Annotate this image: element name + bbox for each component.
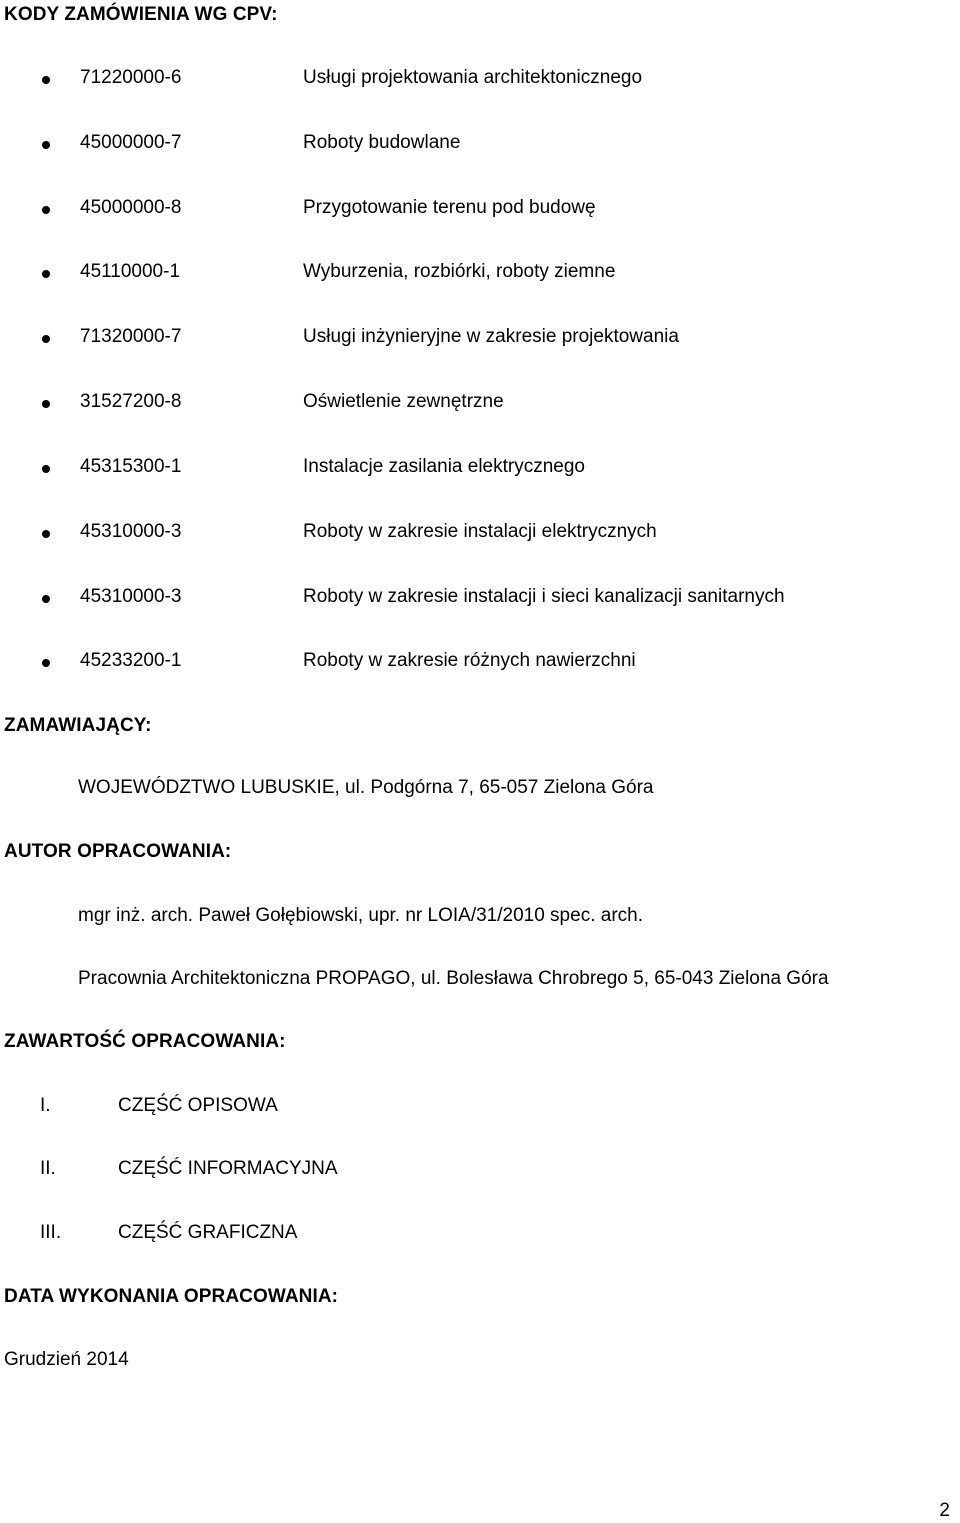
- author-heading: AUTOR OPRACOWANIA:: [4, 841, 232, 862]
- cpv-code: 45310000-3: [80, 521, 182, 542]
- cpv-description: Roboty w zakresie instalacji i sieci kanalizacji sanitarnych: [303, 586, 785, 607]
- page-number: 2: [939, 1500, 950, 1521]
- part-numeral: III.: [40, 1222, 62, 1243]
- cpv-list-item: [0, 391, 960, 421]
- bullet-icon: [42, 530, 50, 538]
- contents-heading: ZAWARTOŚĆ OPRACOWANIA:: [4, 1031, 286, 1052]
- bullet-icon: [42, 465, 50, 473]
- client-address: WOJEWÓDZTWO LUBUSKIE, ul. Podgórna 7, 65-057 Zielona Góra: [78, 777, 654, 798]
- cpv-description: Przygotowanie terenu pod budowę: [303, 197, 596, 218]
- cpv-list-item: [0, 521, 960, 551]
- cpv-code: 45000000-8: [80, 197, 182, 218]
- cpv-code: 45310000-3: [80, 586, 182, 607]
- contents-list-item: [0, 1095, 960, 1125]
- bullet-icon: [42, 335, 50, 343]
- cpv-description: Roboty w zakresie instalacji elektrycznych: [303, 521, 657, 542]
- bullet-icon: [42, 206, 50, 214]
- cpv-description: Instalacje zasilania elektrycznego: [303, 456, 585, 477]
- cpv-code: 71320000-7: [80, 326, 182, 347]
- cpv-list-item: [0, 197, 960, 227]
- part-numeral: I.: [40, 1095, 51, 1116]
- bullet-icon: [42, 141, 50, 149]
- cpv-description: Oświetlenie zewnętrzne: [303, 391, 504, 412]
- cpv-list-item: [0, 326, 960, 356]
- part-label: CZĘŚĆ INFORMACYJNA: [118, 1158, 338, 1179]
- cpv-list-item: [0, 586, 960, 616]
- author-person: mgr inż. arch. Paweł Gołębiowski, upr. nr LOIA/31/2010 spec. arch.: [78, 905, 643, 926]
- bullet-icon: [42, 76, 50, 84]
- cpv-code: 45233200-1: [80, 650, 182, 671]
- cpv-list-item: [0, 261, 960, 291]
- cpv-description: Wyburzenia, rozbiórki, roboty ziemne: [303, 261, 616, 282]
- part-label: CZĘŚĆ GRAFICZNA: [118, 1222, 298, 1243]
- client-heading: ZAMAWIAJĄCY:: [4, 715, 152, 736]
- cpv-code: 45110000-1: [80, 261, 181, 282]
- part-numeral: II.: [40, 1158, 56, 1179]
- cpv-description: Roboty w zakresie różnych nawierzchni: [303, 650, 636, 671]
- cpv-heading: KODY ZAMÓWIENIA WG CPV:: [4, 4, 278, 25]
- bullet-icon: [42, 659, 50, 667]
- cpv-list-item: [0, 650, 960, 680]
- cpv-code: 45000000-7: [80, 132, 182, 153]
- contents-list-item: [0, 1158, 960, 1188]
- part-label: CZĘŚĆ OPISOWA: [118, 1095, 278, 1116]
- contents-list-item: [0, 1222, 960, 1252]
- cpv-code: 71220000-6: [80, 67, 182, 88]
- date-heading: DATA WYKONANIA OPRACOWANIA:: [4, 1286, 339, 1307]
- cpv-code: 31527200-8: [80, 391, 182, 412]
- bullet-icon: [42, 595, 50, 603]
- cpv-list-item: [0, 456, 960, 486]
- cpv-description: Roboty budowlane: [303, 132, 461, 153]
- cpv-description: Usługi projektowania architektonicznego: [303, 67, 643, 88]
- cpv-list-item: [0, 67, 960, 97]
- cpv-description: Usługi inżynieryjne w zakresie projektowania: [303, 326, 679, 347]
- author-studio: Pracownia Architektoniczna PROPAGO, ul. Bolesława Chrobrego 5, 65-043 Zielona Góra: [78, 968, 829, 989]
- bullet-icon: [42, 400, 50, 408]
- cpv-code: 45315300-1: [80, 456, 182, 477]
- date-value: Grudzień 2014: [4, 1349, 129, 1370]
- cpv-list-item: [0, 132, 960, 162]
- bullet-icon: [42, 270, 50, 278]
